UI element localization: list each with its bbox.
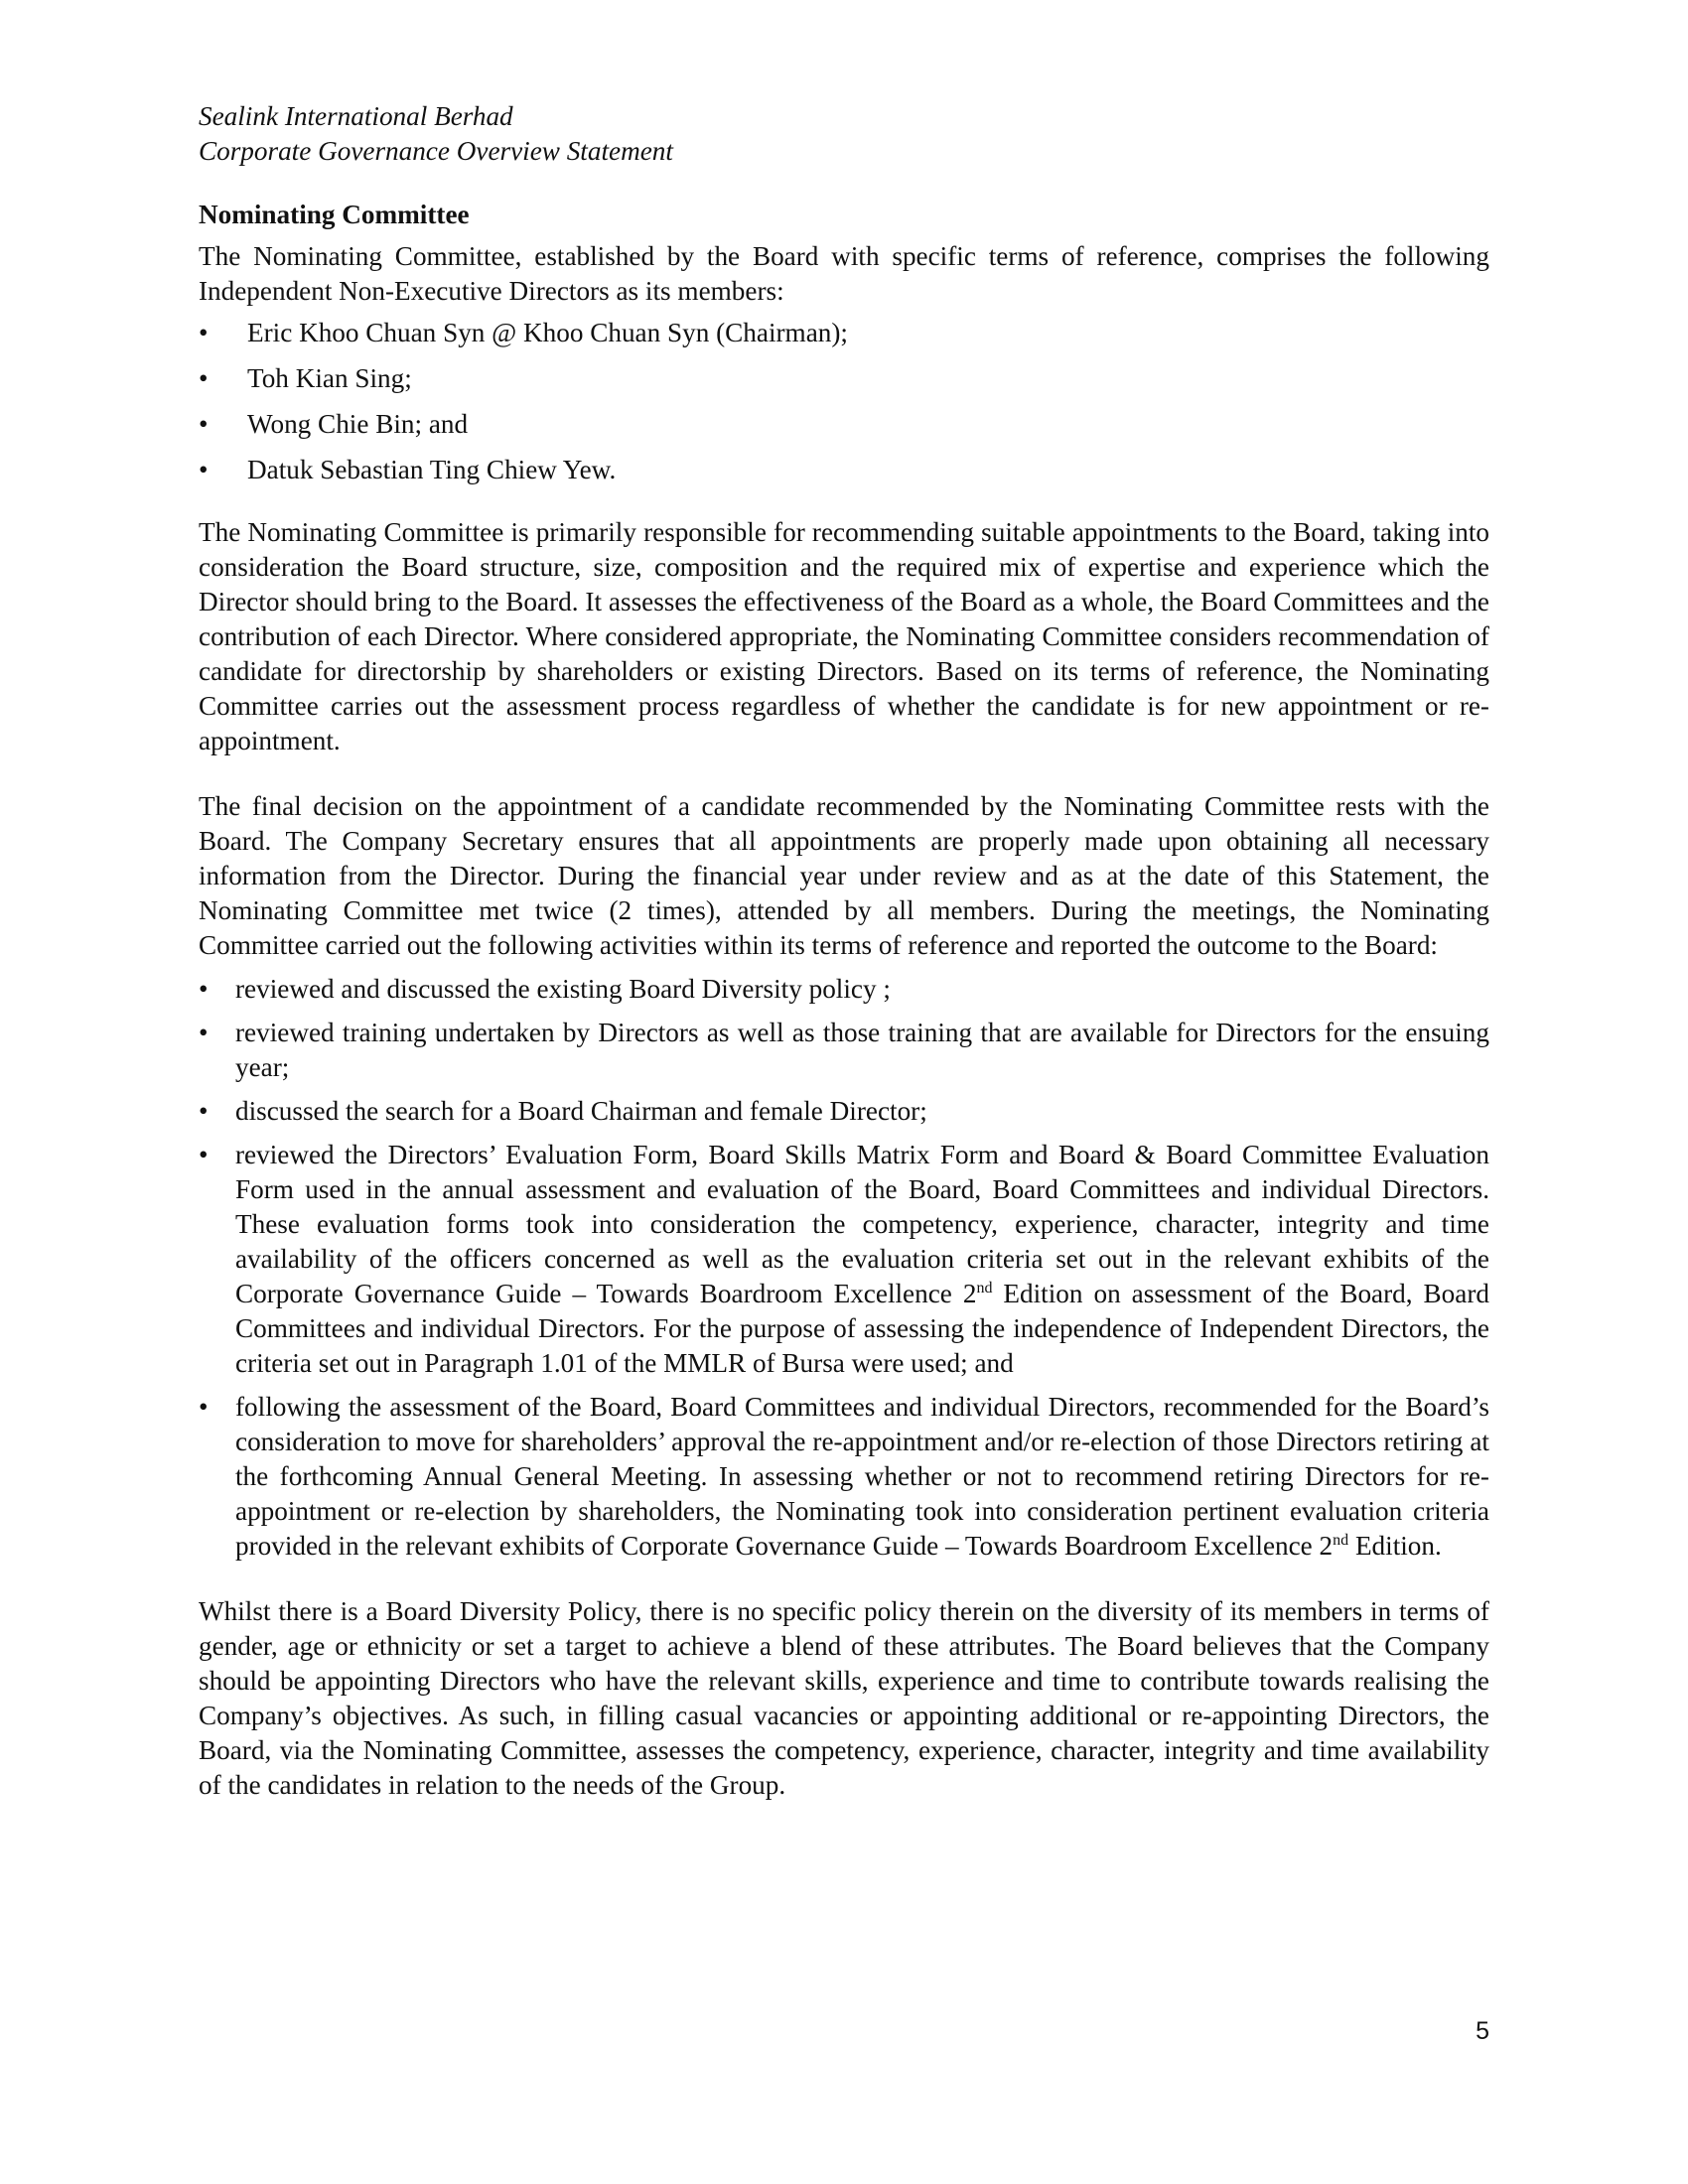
document-page bbox=[199, 99, 1489, 1803]
list-item bbox=[199, 1138, 1489, 1381]
document-header bbox=[199, 99, 1489, 169]
company-name: Sealink International Berhad bbox=[199, 101, 513, 131]
list-item bbox=[199, 1016, 1489, 1085]
member-name: Datuk Sebastian Ting Chiew Yew. bbox=[247, 455, 617, 484]
activity-text: following the assessment of the Board, Board Committees and individual Directors, recommended for the Board’s consideration to move for shareholders’ approval the re-appointment and/or re-election of those Directors retiring at the forthcoming Annual General Meeting. In assessing whether or not to recommend retiring Directors for re-appointment or re-election by shareholders, the Nominating took into consideration pertinent evaluation criteria provided in the relevant exhibits of Corporate Governance Guide – Towards Boardroom Excellence 2 bbox=[235, 1392, 1489, 1561]
ordinal-suffix: nd bbox=[1333, 1531, 1349, 1549]
activity-text-continued: Edition. bbox=[1348, 1531, 1442, 1561]
list-item bbox=[199, 316, 1489, 350]
list-item bbox=[199, 453, 1489, 487]
members-list bbox=[199, 316, 1489, 487]
activities-list bbox=[199, 972, 1489, 1564]
bullet-icon: • bbox=[199, 1018, 209, 1047]
ordinal-suffix: nd bbox=[976, 1279, 993, 1297]
activity-text-continued: Edition on assessment of the Board, Board Committees and individual Directors. For the purpose of assessing the independence of Independent Directors, the criteria set out in Paragraph 1.01 of the MMLR of Bursa were used; and bbox=[235, 1279, 1489, 1378]
bullet-icon: • bbox=[199, 363, 209, 393]
bullet-icon: • bbox=[199, 1096, 209, 1126]
section-heading: Nominating Committee bbox=[199, 200, 470, 229]
list-item bbox=[199, 361, 1489, 396]
bullet-icon: • bbox=[199, 455, 209, 484]
member-name: Toh Kian Sing; bbox=[247, 363, 412, 393]
list-item bbox=[199, 1390, 1489, 1564]
activity-text: discussed the search for a Board Chairman and female Director; bbox=[235, 1096, 927, 1126]
bullet-icon: • bbox=[199, 1392, 209, 1422]
bullet-icon: • bbox=[199, 318, 209, 347]
list-item bbox=[199, 972, 1489, 1007]
final-decision-paragraph: The final decision on the appointment of a candidate recommended by the Nominating Committee rests with the Board. The Company Secretary ensures that all appointments are properly made upon obtaining all necessary information from the Director. During the financial year under review and as at the date of this Statement, the Nominating Committee met twice (2 times), attended by all members. During the meetings, the Nominating Committee carried out the following activities within its terms of reference and reported the outcome to the Board: bbox=[199, 791, 1489, 960]
activity-text: reviewed and discussed the existing Board Diversity policy ; bbox=[235, 974, 891, 1004]
bullet-icon: • bbox=[199, 409, 209, 439]
bullet-icon: • bbox=[199, 1140, 209, 1169]
activity-text: reviewed the Directors’ Evaluation Form, Board Skills Matrix Form and Board & Board Committee Evaluation Form used in the annual assessment and evaluation of the Board, Board Committees and individual Directors. These evaluation forms took into consideration the competency, experience, character, integrity and time availability of the officers concerned as well as the evaluation criteria set out in the relevant exhibits of the Corporate Governance Guide – Towards Boardroom Excellence 2 bbox=[235, 1140, 1489, 1308]
diversity-paragraph: Whilst there is a Board Diversity Policy, there is no specific policy therein on the diversity of its members in terms of gender, age or ethnicity or set a target to achieve a blend of these attributes. The Board believes that the Company should be appointing Directors who have the relevant skills, experience and time to contribute towards realising the Company’s objectives. As such, in filling casual vacancies or appointing additional or re-appointing Directors, the Board, via the Nominating Committee, assesses the competency, experience, character, integrity and time availability of the candidates in relation to the needs of the Group. bbox=[199, 1596, 1489, 1800]
member-name: Wong Chie Bin; and bbox=[247, 409, 469, 439]
member-name: Eric Khoo Chuan Syn @ Khoo Chuan Syn (Chairman); bbox=[247, 318, 848, 347]
document-title: Corporate Governance Overview Statement bbox=[199, 136, 673, 166]
list-item bbox=[199, 407, 1489, 442]
responsibilities-paragraph: The Nominating Committee is primarily responsible for recommending suitable appointments to the Board, taking into consideration the Board structure, size, composition and the required mix of expertise and experience which the Director should bring to the Board. It assesses the effectiveness of the Board as a whole, the Board Committees and the contribution of each Director. Where considered appropriate, the Nominating Committee considers recommendation of candidate for directorship by shareholders or existing Directors. Based on its terms of reference, the Nominating Committee carries out the assessment process regardless of whether the candidate is for new appointment or re-appointment. bbox=[199, 517, 1489, 755]
bullet-icon: • bbox=[199, 974, 209, 1004]
page-number: 5 bbox=[1476, 2017, 1489, 2045]
activity-text: reviewed training undertaken by Directors as well as those training that are available for Directors for the ensuing year; bbox=[235, 1018, 1489, 1082]
intro-paragraph: The Nominating Committee, established by the Board with specific terms of reference, comprises the following Independent Non-Executive Directors as its members: bbox=[199, 241, 1489, 306]
list-item bbox=[199, 1094, 1489, 1129]
